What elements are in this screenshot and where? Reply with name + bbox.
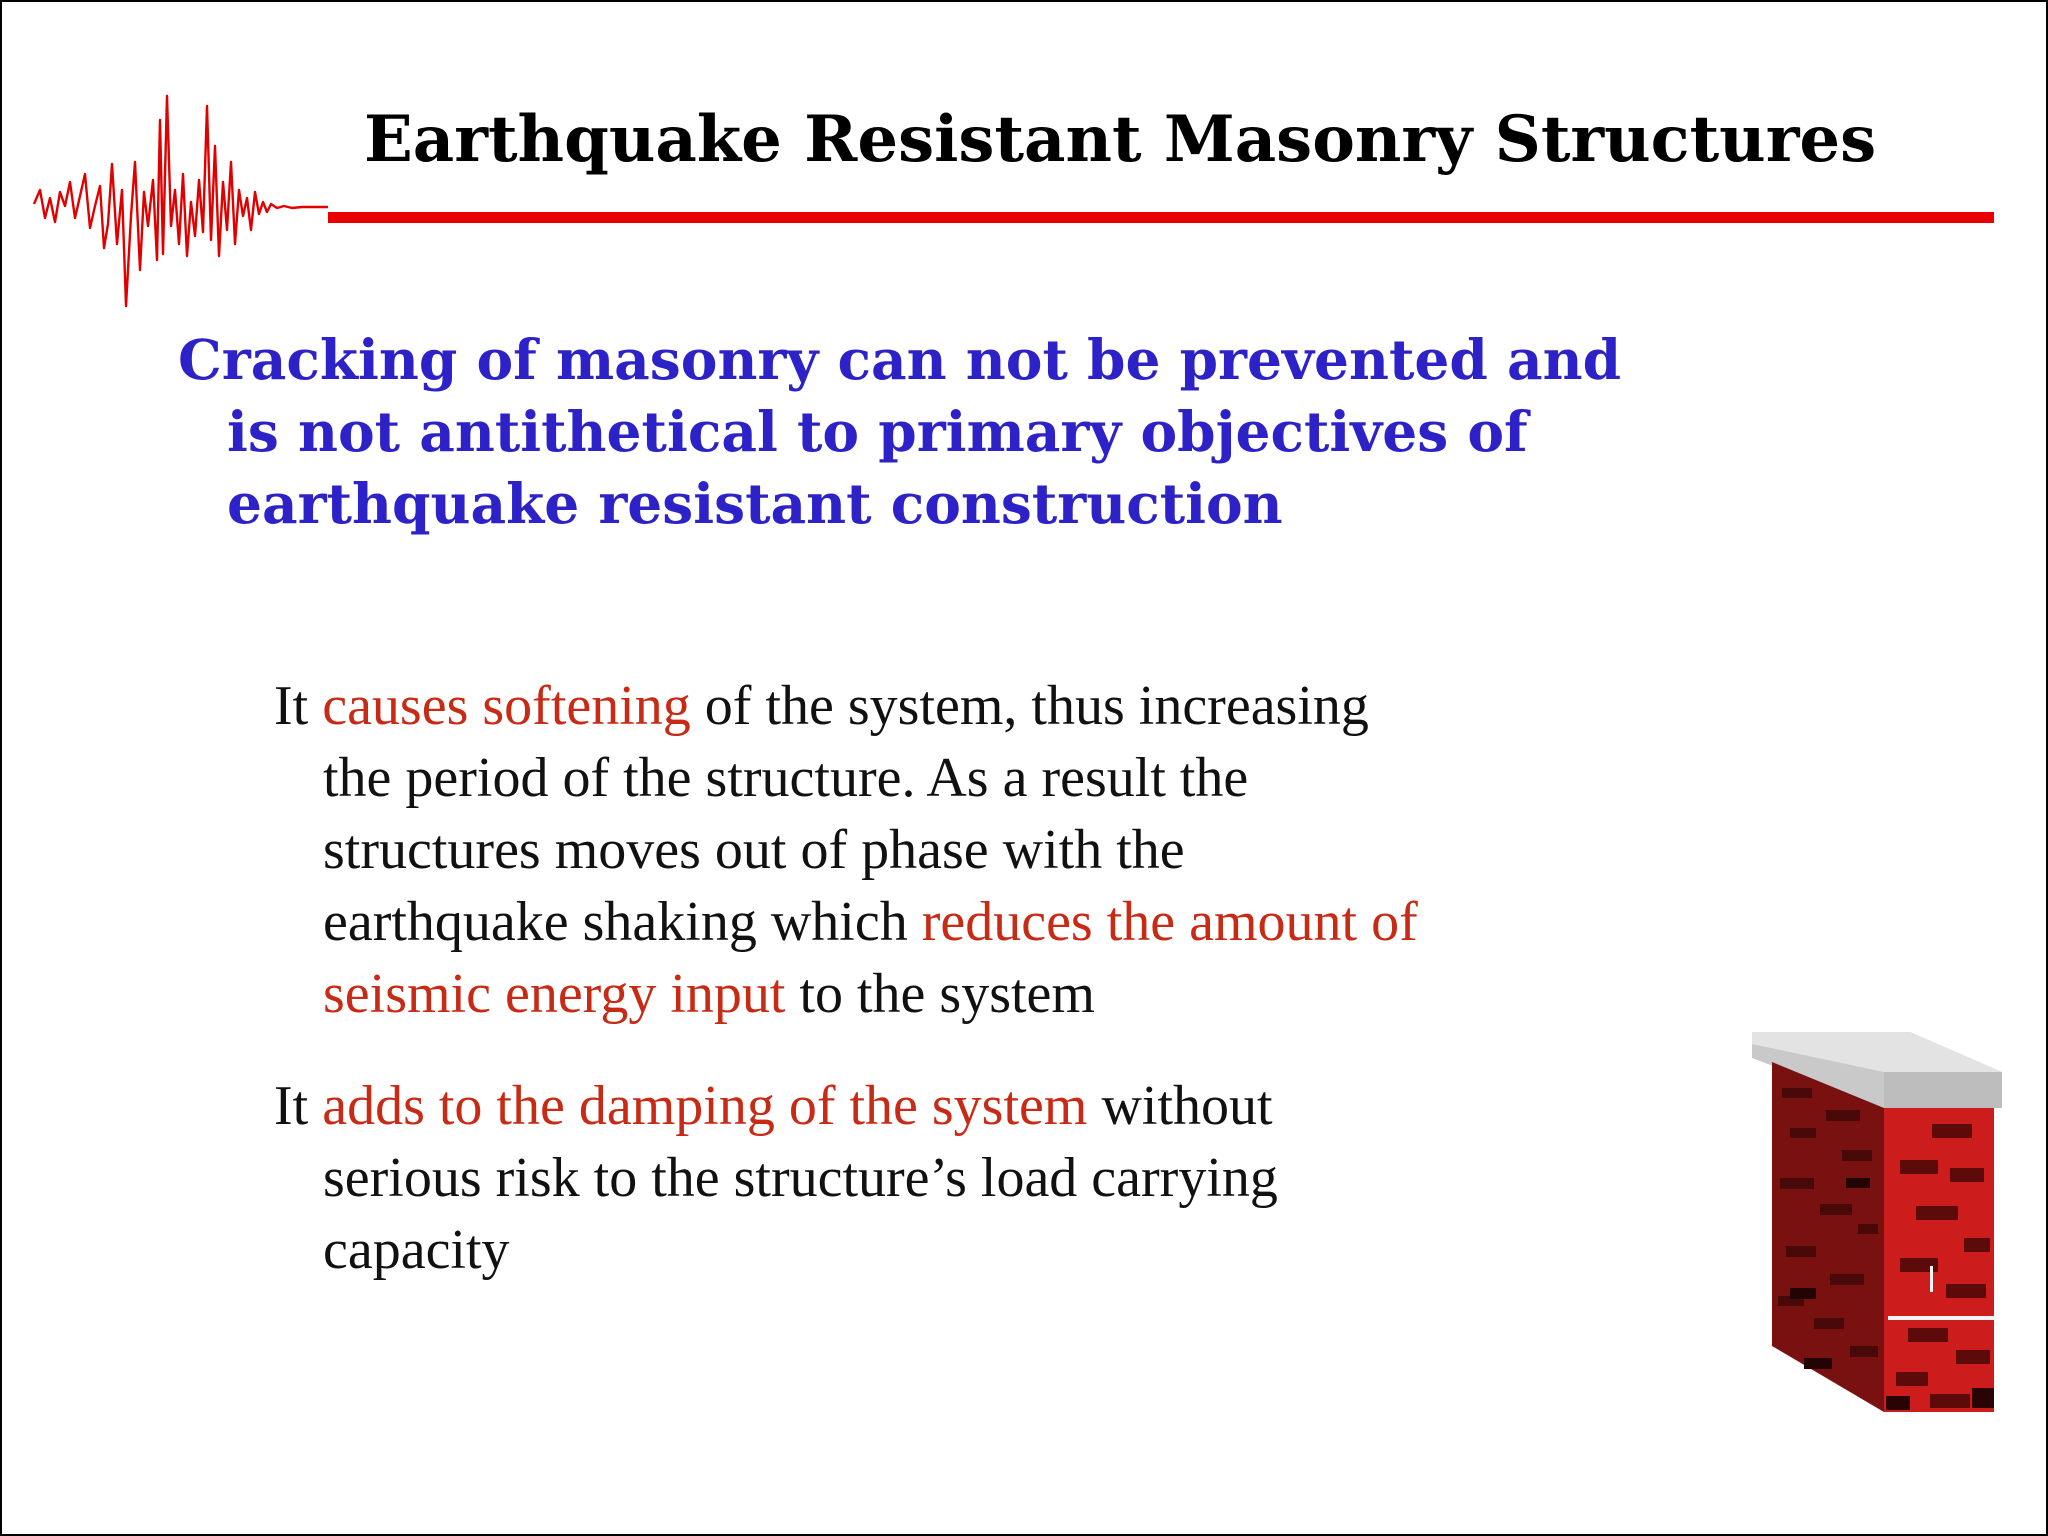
bullet-line: [274, 958, 1674, 1030]
main-heading: [178, 324, 1678, 540]
bullet-line: [274, 1070, 1674, 1142]
text-run: It: [274, 675, 323, 737]
bullet-line: structures moves out of phase with the: [323, 819, 1185, 881]
bullet-line: [274, 886, 1674, 958]
text-run: It: [274, 1075, 323, 1137]
highlight-text: adds to the damping of the system: [322, 1075, 1088, 1137]
bullet-paragraph: [274, 670, 1674, 1030]
bullet-line: [274, 670, 1674, 742]
seismogram-icon: [32, 94, 342, 314]
text-run: without: [1087, 1075, 1273, 1137]
heading-line: earthquake resistant construction: [227, 471, 1283, 536]
heading-line: Cracking of masonry can not be prevented and: [178, 327, 1622, 392]
bullet-paragraph: [274, 1070, 1674, 1286]
text-run: earthquake shaking which: [323, 891, 922, 953]
highlight-text: reduces the amount of: [921, 891, 1418, 953]
bullet-line: the period of the structure. As a result the: [323, 747, 1249, 809]
title-underline: [328, 212, 1994, 223]
slide-title: Earthquake Resistant Masonry Structures: [364, 102, 1877, 177]
brick-wall-icon: [1750, 1028, 2010, 1418]
bullet-line: serious risk to the structure’s load carrying: [323, 1147, 1278, 1209]
bullet-line: capacity: [323, 1219, 510, 1281]
heading-line: is not antithetical to primary objectives of: [227, 399, 1528, 464]
highlight-text: causes softening: [322, 675, 691, 737]
text-run: to the system: [785, 963, 1095, 1025]
text-run: of the system, thus increasing: [690, 675, 1369, 737]
highlight-text: seismic energy input: [323, 963, 786, 1025]
